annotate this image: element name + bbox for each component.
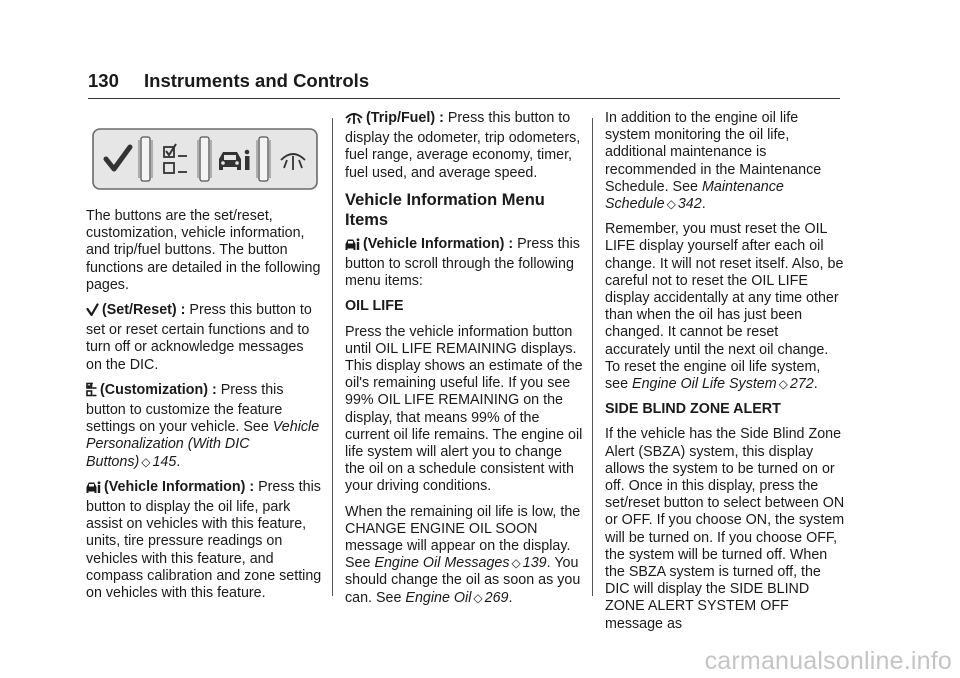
customization-label: (Customization) : — [100, 381, 217, 398]
sbza-heading: SIDE BLIND ZONE ALERT — [605, 401, 781, 418]
reset-oil-life-text: Remember, you must reset the OIL LIFE display yourself after each oil change. It will not reset itself. Also, be careful not to reset the OIL LIFE display accidentally at any time other than when the oil has just been changed. It cannot be reset accurately until the next oil change. To reset the engine oil life system, see — [605, 221, 844, 393]
vehicle-info-paragraph — [86, 479, 322, 602]
vehicle-info-icon — [86, 481, 101, 499]
setreset-paragraph — [86, 302, 322, 374]
column-3 — [605, 110, 845, 641]
checkmark-icon — [86, 303, 99, 322]
oil-life-text: . You should change the oil as soon as you can. See — [345, 555, 581, 606]
page-number: 130 — [88, 70, 119, 91]
engine-oil-life-system-link[interactable]: Engine Oil Life System — [632, 376, 777, 393]
intro-paragraph: The buttons are the set/reset, customization, vehicle information, and trip/fuel buttons. The button functions are detailed in the following pages. — [86, 208, 321, 293]
maintenance-text: In addition to the engine oil life system monitoring the oil life, additional maintenance is recommended in the Maintenance Schedule. See — [605, 110, 822, 195]
sbza-paragraph: If the vehicle has the Side Blind Zone Alert (SBZA) system, this display allows the system to be turned on or off. Once in this display, press the set/reset button to select between ON or OFF. If you choose ON, the system will be turned on. If you choose OFF, the system will be turned off. When the SBZA system is turned off, the DIC will display the SIDE BLIND ZONE ALERT SYSTEM OFF message as — [605, 426, 845, 632]
column-divider-1 — [332, 118, 333, 596]
sentence-period: . — [701, 196, 706, 213]
engine-oil-messages-link[interactable]: Engine Oil Messages — [374, 555, 510, 572]
vehicle-info-label: (Vehicle Information) : — [363, 235, 514, 252]
ref-arrow-icon: ◇ — [778, 377, 788, 392]
ref-arrow-icon: ◇ — [666, 197, 676, 212]
engine-oil-page[interactable]: 269 — [484, 589, 509, 606]
vehicle-info-label: (Vehicle Information) : — [104, 478, 255, 495]
sentence-period: . — [813, 376, 818, 393]
maintenance-paragraph — [605, 110, 845, 213]
oil-life-text: When the remaining oil life is low, the CHANGE ENGINE OIL SOON message will appear on the display. See — [345, 503, 581, 572]
watermark: carmanualsonline.info — [704, 647, 952, 675]
customization-text: Press this button to customize the feature settings on your vehicle. See — [86, 381, 284, 436]
vehicle-info-icon — [345, 238, 360, 256]
trip-fuel-icon — [345, 112, 363, 130]
maintenance-schedule-page[interactable]: 342 — [677, 196, 702, 213]
ref-arrow-icon: ◇ — [473, 590, 483, 605]
vehicle-info-menu-paragraph — [345, 236, 583, 291]
customization-icon — [86, 382, 97, 402]
oil-life-paragraph-2 — [345, 504, 583, 607]
column-1 — [86, 208, 322, 610]
ref-arrow-icon: ◇ — [141, 454, 151, 469]
vehicle-info-text: Press this button to display the oil life, park assist on vehicles with this feature, units, tire pressure readings on vehicles with this feature, and compass calibration and zone setting on vehicles with this feature. — [86, 478, 322, 602]
reset-oil-life-paragraph — [605, 221, 845, 393]
setreset-label: (Set/Reset) : — [102, 302, 186, 319]
trip-fuel-text: Press this button to display the odometer, trip odometers, fuel range, average economy, timer, fuel used, and average speed. — [345, 110, 581, 181]
page-header — [88, 70, 840, 92]
dic-buttons-illustration — [92, 128, 318, 190]
vehicle-info-text: Press this button to scroll through the following menu items: — [345, 235, 580, 290]
customization-ref-page[interactable]: 145 — [152, 453, 177, 470]
trip-fuel-label: (Trip/Fuel) : — [366, 110, 444, 126]
customization-ref-link[interactable]: Vehicle Personalization (With DIC Buttons) — [86, 419, 320, 470]
sentence-period: . — [508, 589, 513, 606]
engine-oil-link[interactable]: Engine Oil — [405, 589, 472, 606]
oil-life-paragraph-1: Press the vehicle information button until OIL LIFE REMAINING displays. This display shows an estimate of the oil's remaining useful life. If you see 99% OIL LIFE REMAINING on the display, that means 99% of the current oil life remains. The engine oil life system will alert you to change the oil on a schedule consistent with your driving conditions. — [345, 323, 583, 495]
trip-fuel-paragraph — [345, 110, 583, 182]
ref-arrow-icon: ◇ — [511, 556, 521, 571]
maintenance-schedule-link[interactable]: Maintenance Schedule — [605, 178, 784, 213]
column-2 — [345, 110, 583, 615]
customization-paragraph: (Customization) : Press this button to customize the feature settings on your vehicle. See Vehicle Personalization (With DIC Buttons) ◇ 145. — [86, 381, 320, 470]
engine-oil-life-system-page[interactable]: 272 — [789, 376, 814, 393]
oil-life-heading: OIL LIFE — [345, 298, 404, 315]
section-heading: Vehicle Information Menu Items — [345, 190, 545, 229]
column-divider-2 — [592, 118, 593, 596]
setreset-text: Press this button to set or reset certain functions and to turn off or acknowledge messages on the DIC. — [86, 302, 312, 373]
header-rule — [88, 98, 840, 99]
page-title: Instruments and Controls — [144, 70, 370, 91]
engine-oil-messages-page[interactable]: 139 — [522, 555, 547, 572]
